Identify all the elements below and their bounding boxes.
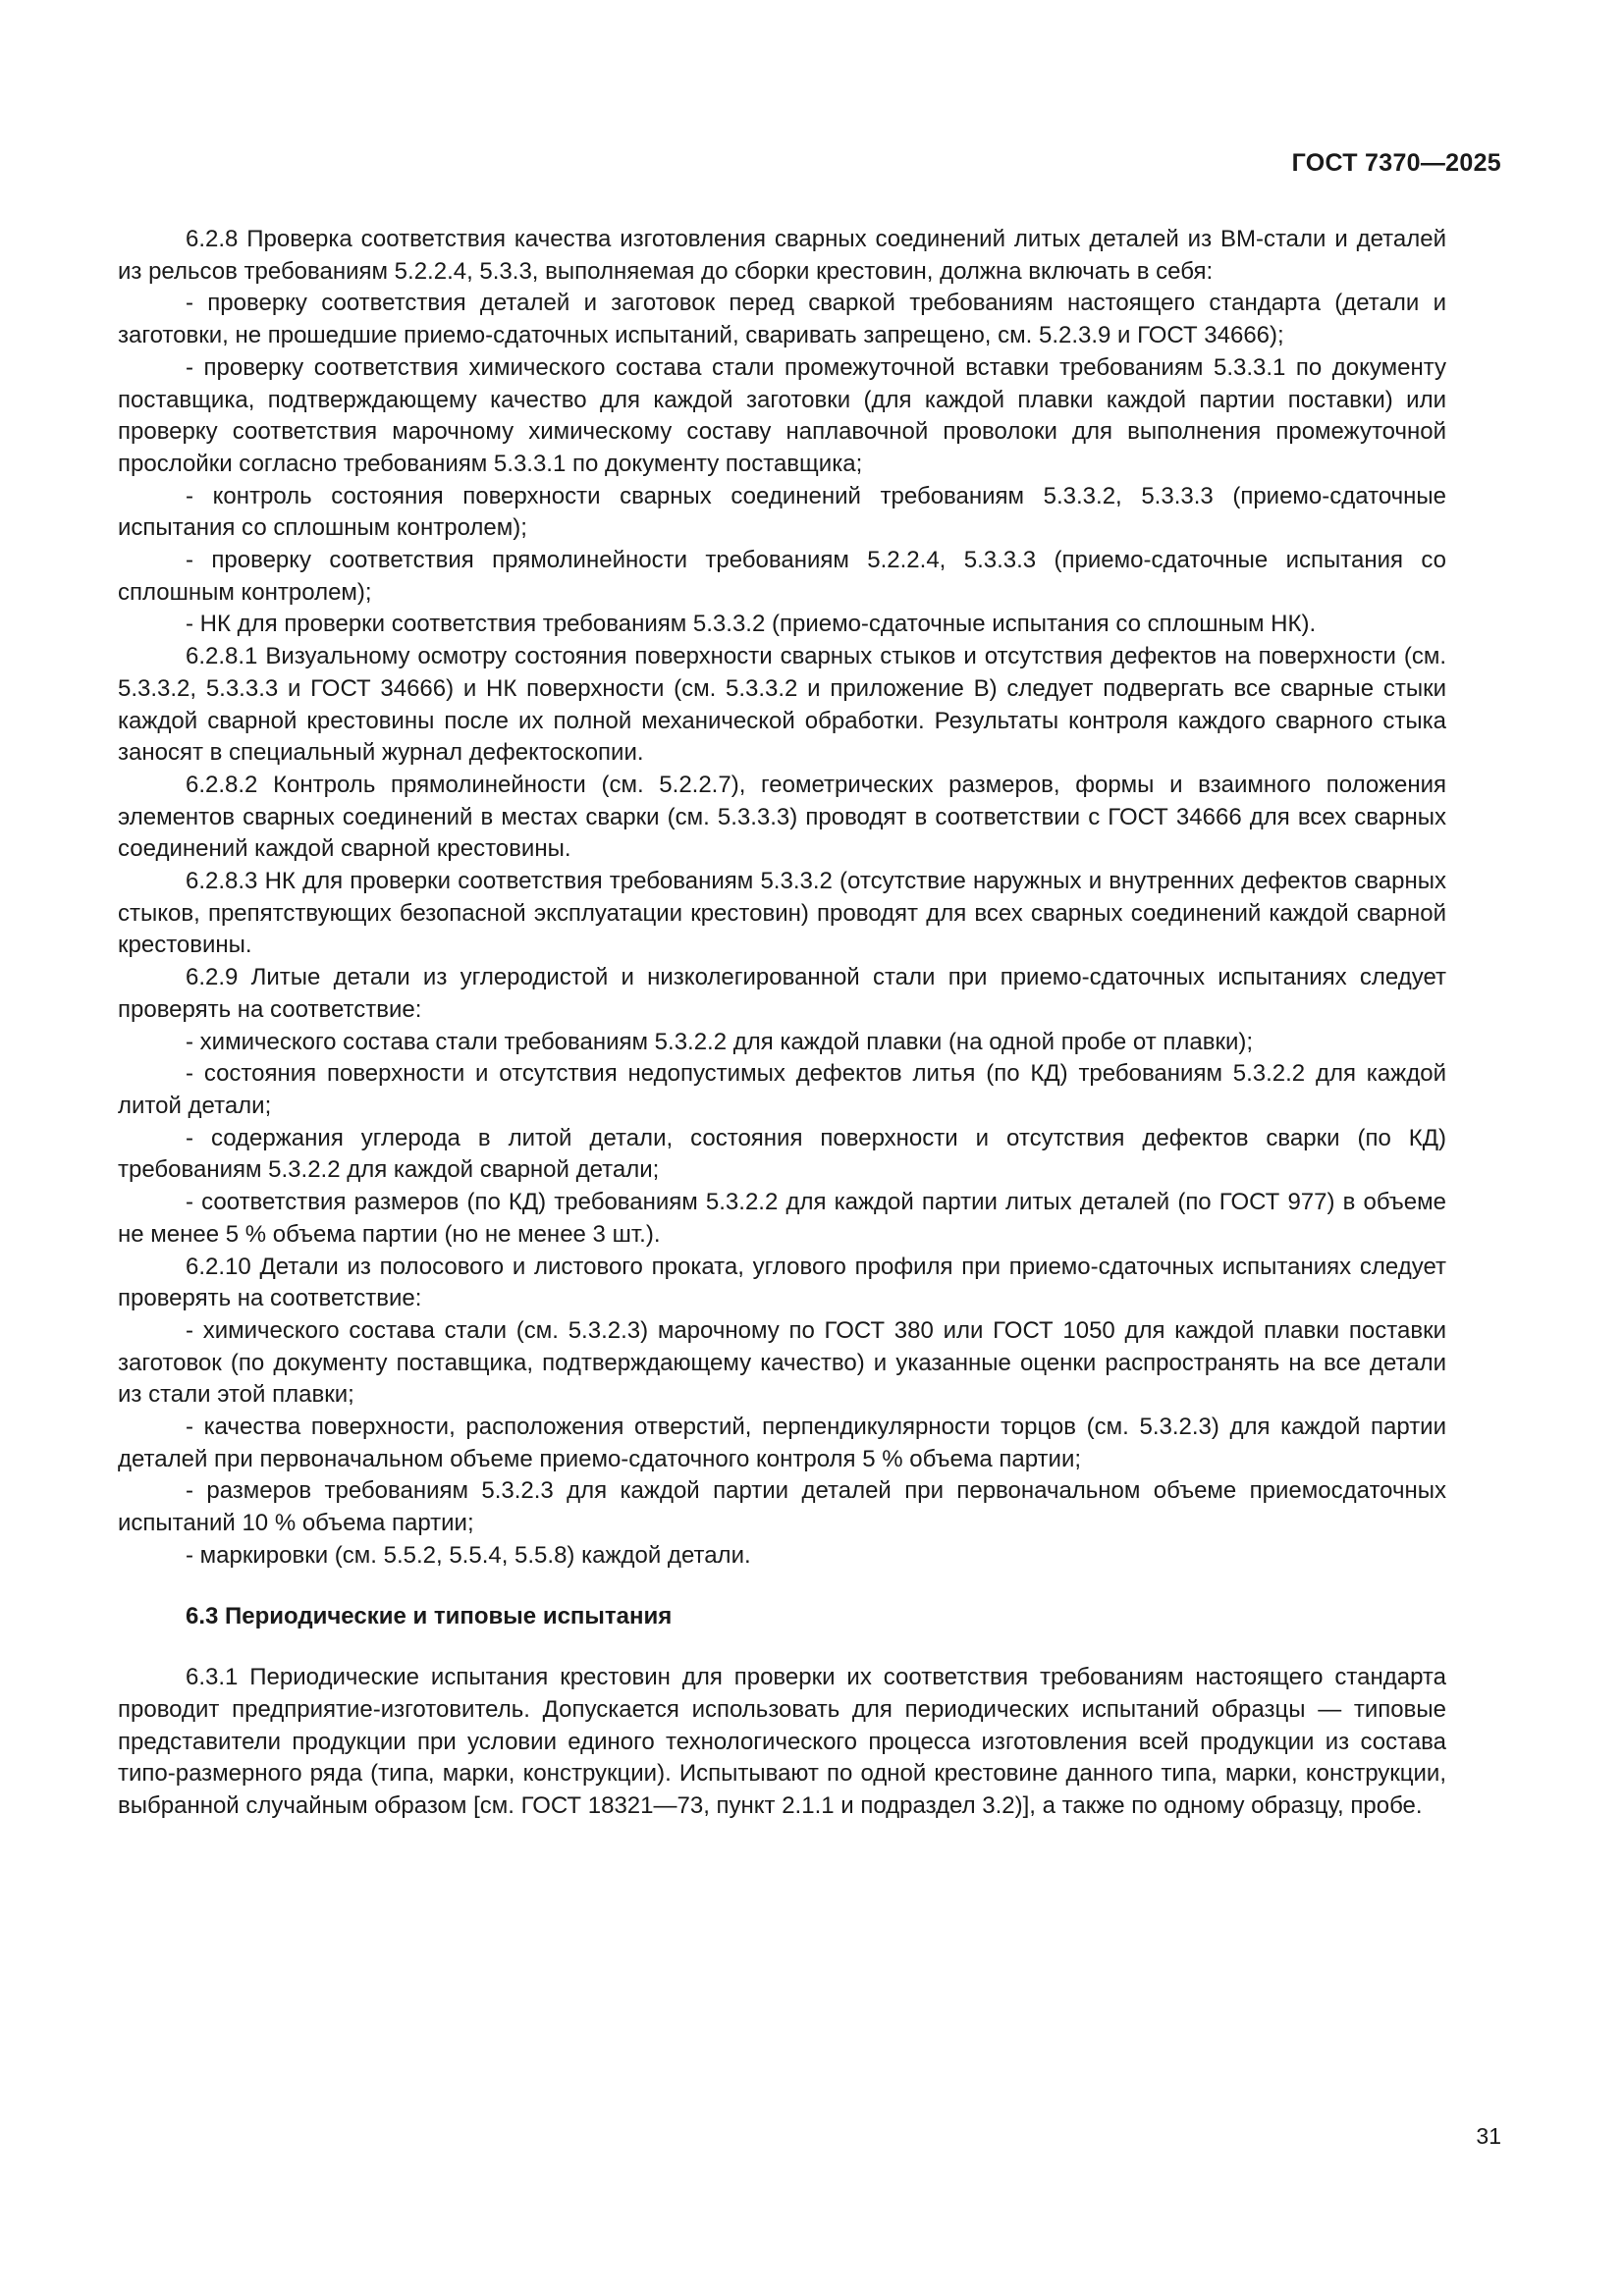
paragraph-6-2-8-2: 6.2.8.2 Контроль прямолинейности (см. 5.2.2.7), геометрических размеров, формы и взаимного положения элементов сварных соединений в местах сварки (см. 5.3.3.3) проводят в соответствии с ГОСТ 34666 для всех сварных соединений каждой сварной крестовины. — [118, 771, 1446, 863]
list-item: - проверку соответствия прямолинейности требованиям 5.2.2.4, 5.3.3.3 (приемо-сдаточные испытания со сплошным контролем); — [118, 547, 1446, 606]
list-item: - НК для проверки соответствия требованиям 5.3.3.2 (приемо-сдаточные испытания со сплошным НК). — [186, 611, 1317, 638]
paragraph-6-2-8-1: 6.2.8.1 Визуальному осмотру состояния поверхности сварных стыков и отсутствия дефектов на поверхности (см. 5.3.3.2, 5.3.3.3 и ГОСТ 34666) и НК поверхности (см. 5.3.3.2 и приложение В) следует подвергать все сварные стыки каждой сварной крестовины после их полной механической обработки. Результаты контроля каждого сварного стыка заносят в специальный журнал дефектоскопии. — [118, 643, 1446, 767]
section-heading-6-3: 6.3 Периодические и типовые испытания — [186, 1602, 673, 1629]
list-item: - проверку соответствия химического состава стали промежуточной вставки требованиям 5.3.3.1 по документу поставщика, подтверждающему качество для каждой заготовки (для каждой плавки каждой партии поставки) или проверку соответствия марочному химическому составу наплавочной проволоки для выполнения промежуточной прослойки согласно требованиям 5.3.3.1 по документу поставщика; — [118, 353, 1446, 477]
paragraph-6-2-10: 6.2.10 Детали из полосового и листового проката, углового профиля при приемо-сдаточных испытаниях следует проверять на соответствие: — [118, 1253, 1446, 1312]
list-item: - химического состава стали (см. 5.3.2.3) марочному по ГОСТ 380 или ГОСТ 1050 для каждой плавки поставки заготовок (по документу поставщика, подтверждающему качество) и указанные оценки распространять на все детали из стали этой плавки; — [118, 1316, 1446, 1409]
list-item: - содержания углерода в литой детали, состояния поверхности и отсутствия дефектов сварки (по КД) требованиям 5.3.2.2 для каждой сварной детали; — [118, 1124, 1446, 1184]
list-item: - проверку соответствия деталей и заготовок перед сваркой требованиям настоящего стандарта (детали и заготовки, не прошедшие приемо-сдаточных испытаний, сваривать запрещено, см. 5.2.3.9 и ГОСТ 34666); — [118, 290, 1446, 349]
paragraph-6-3-1: 6.3.1 Периодические испытания крестовин для проверки их соответствия требованиям настоящего стандарта проводит предприятие-изготовитель. Допускается использовать для периодических испытаний образцы — типовые представители продукции при условии единого технологического процесса изготовления всей продукции из состава типо-размерного ряда (типа, марки, конструкции). Испытывают по одной крестовине данного типа, марки, конструкции, выбранной случайным образом [см. ГОСТ 18321—73, пункт 2.1.1 и подраздел 3.2)], а также по одному образцу, пробе. — [118, 1664, 1446, 1820]
list-item: - контроль состояния поверхности сварных соединений требованиям 5.3.3.2, 5.3.3.3 (приемо-сдаточные испытания со сплошным контролем); — [118, 482, 1446, 542]
paragraph-6-2-9: 6.2.9 Литые детали из углеродистой и низколегированной стали при приемо-сдаточных испытаниях следует проверять на соответствие: — [118, 964, 1446, 1023]
list-item: - химического состава стали требованиям 5.3.2.2 для каждой плавки (на одной пробе от плавки); — [186, 1028, 1254, 1055]
document-code-header: ГОСТ 7370—2025 — [1291, 149, 1501, 177]
list-item: - маркировки (см. 5.5.2, 5.5.4, 5.5.8) каждой детали. — [186, 1541, 751, 1569]
list-item: - качества поверхности, расположения отверстий, перпендикулярности торцов (см. 5.3.2.3) для каждой партии деталей при первоначальном объеме приемо-сдаточного контроля 5 % объема партии; — [118, 1414, 1446, 1472]
list-item: - соответствия размеров (по КД) требованиям 5.3.2.2 для каждой партии литых деталей (по ГОСТ 977) в объеме не менее 5 % объема партии (но не менее 3 шт.). — [118, 1189, 1446, 1248]
list-item: - размеров требованиям 5.3.2.3 для каждой партии деталей при первоначальном объеме приемосдаточных испытаний 10 % объема партии; — [118, 1477, 1446, 1537]
paragraph-6-2-8-3: 6.2.8.3 НК для проверки соответствия требованиям 5.3.3.2 (отсутствие наружных и внутренних дефектов сварных стыков, препятствующих безопасной эксплуатации крестовин) проводят для всех сварных соединений каждой сварной крестовины. — [118, 868, 1446, 959]
paragraph-6-2-8: 6.2.8 Проверка соответствия качества изготовления сварных соединений литых деталей из ВМ-стали и деталей из рельсов требованиям 5.2.2.4, 5.3.3, выполняемая до сборки крестовин, должна включать в себя: — [118, 226, 1446, 285]
document-body — [118, 224, 1446, 1823]
page-number: 31 — [1476, 2123, 1501, 2149]
list-item: - состояния поверхности и отсутствия недопустимых дефектов литья (по КД) требованиям 5.3.2.2 для каждой литой детали; — [118, 1060, 1446, 1119]
